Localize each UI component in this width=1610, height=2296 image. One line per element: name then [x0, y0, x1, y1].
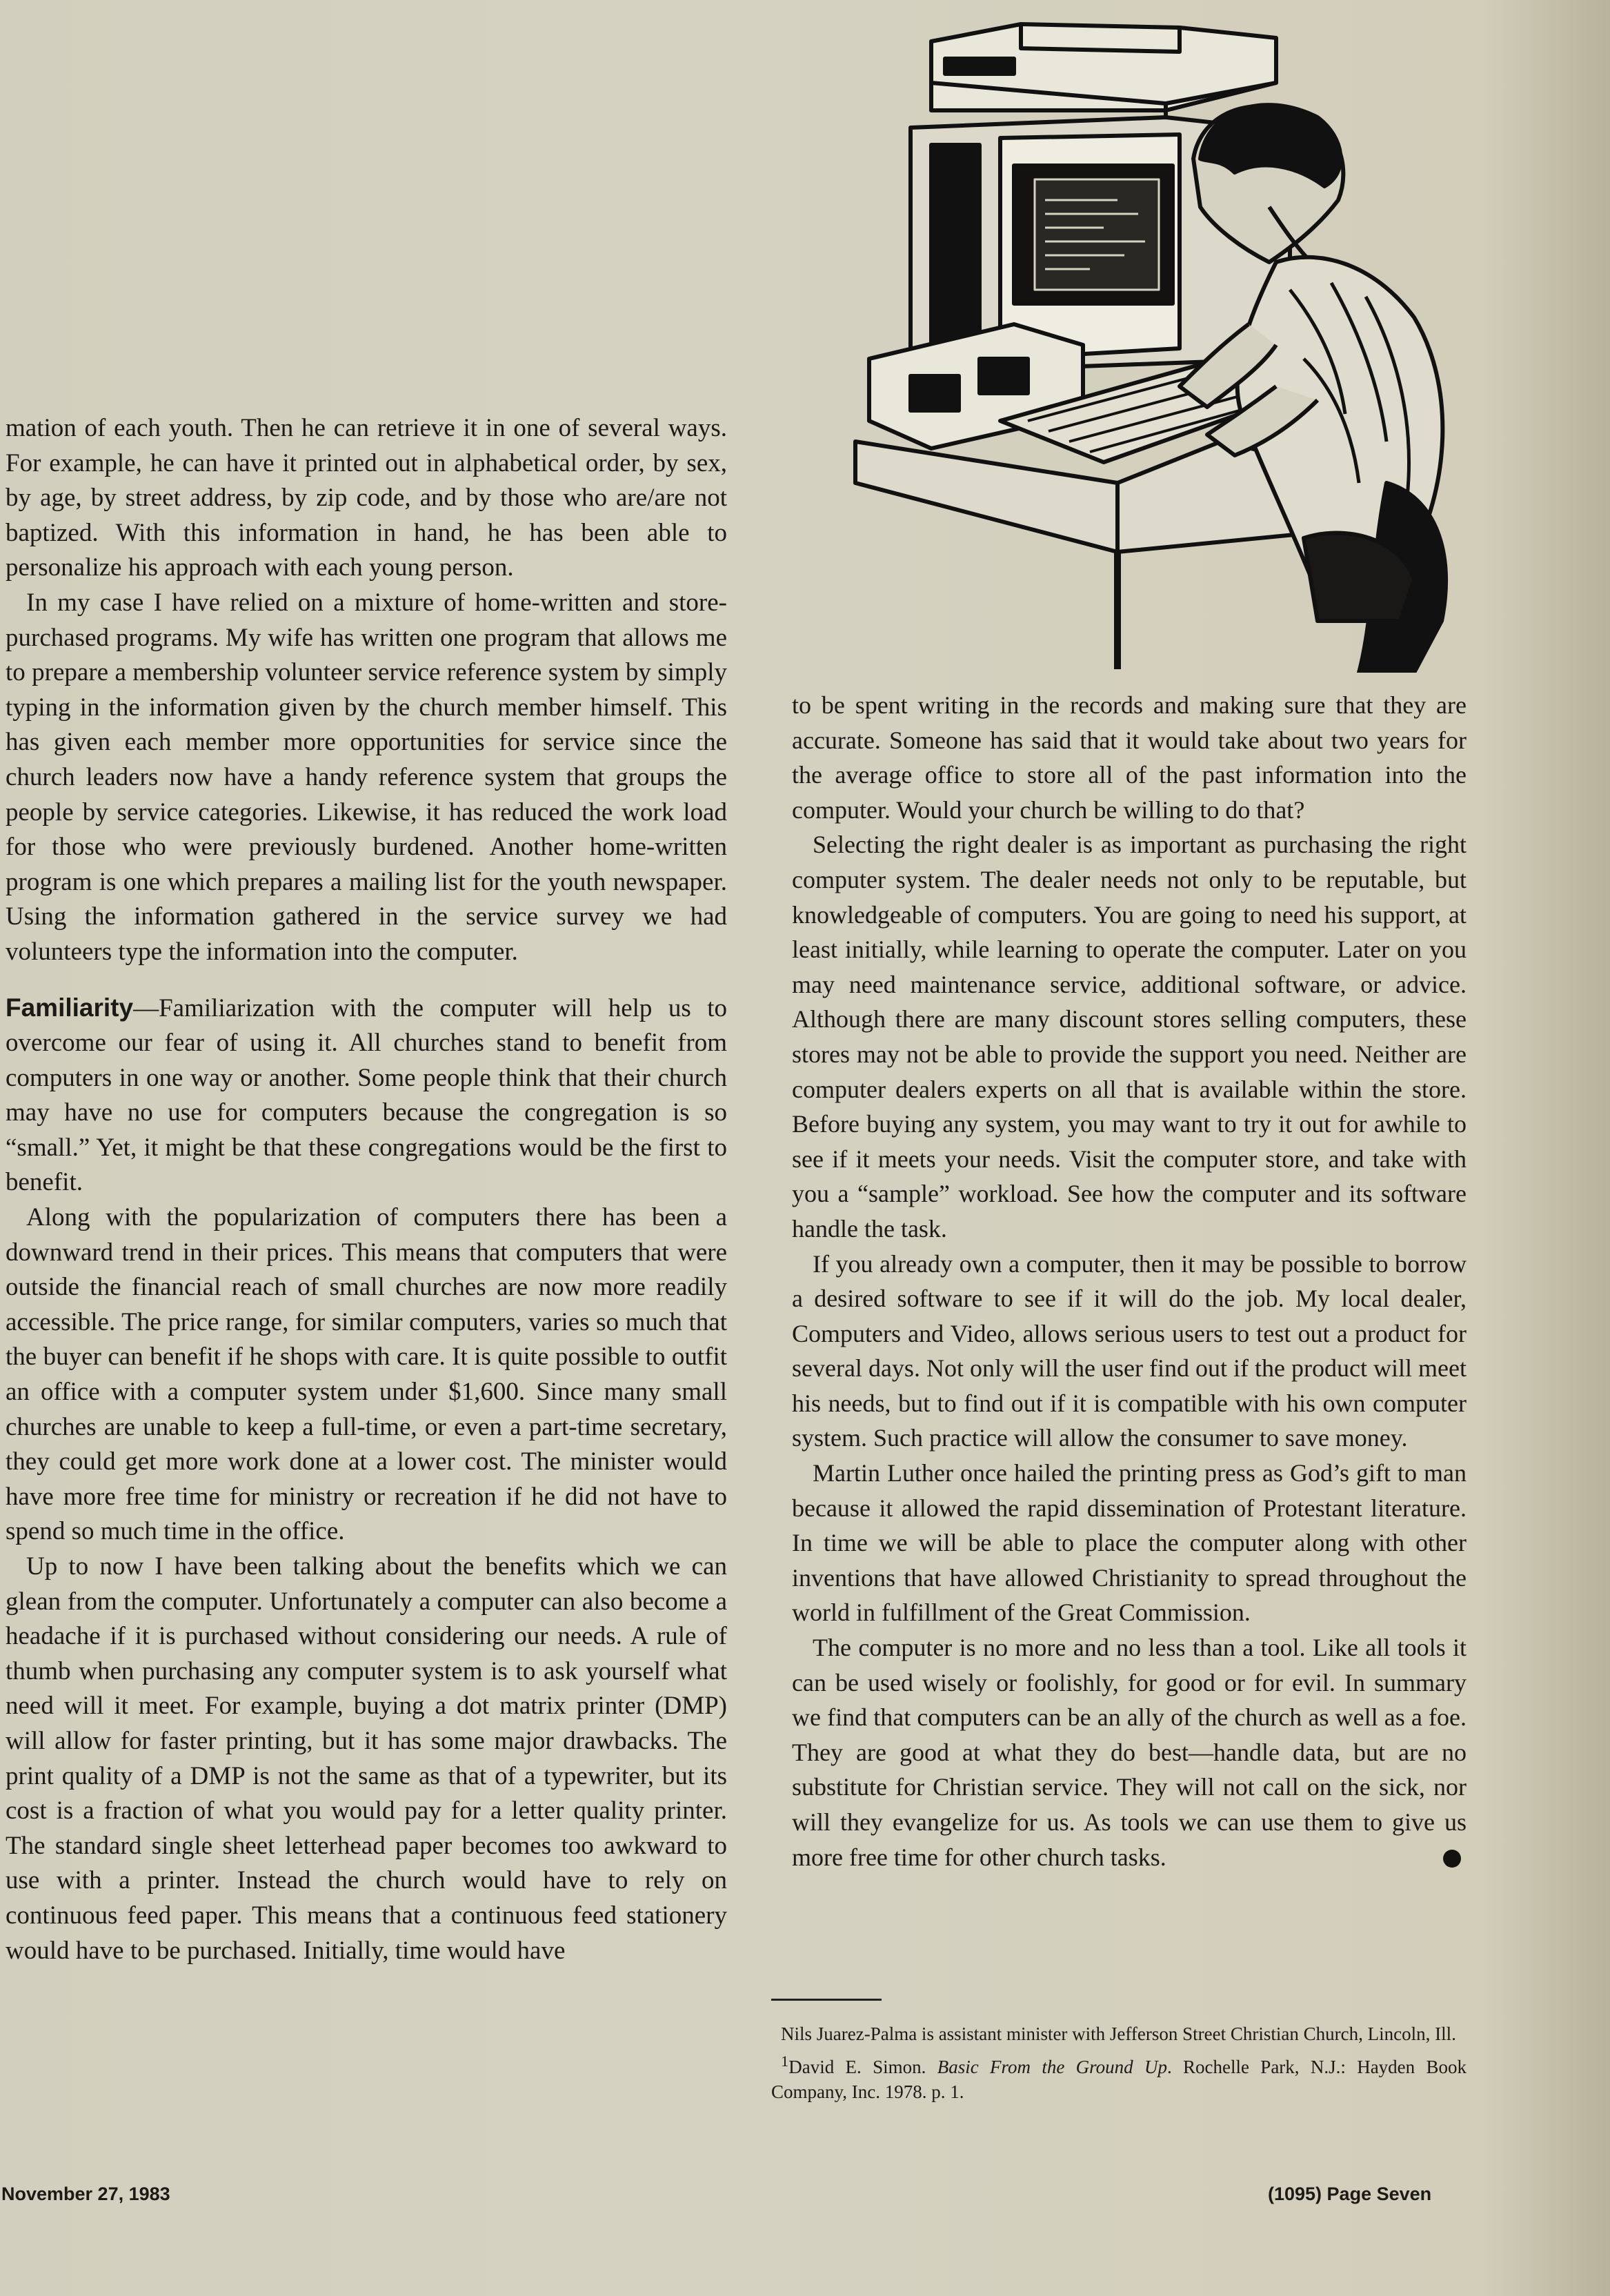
page-number: (1095) Page Seven — [1268, 2184, 1432, 2204]
footnote-rule — [771, 1999, 882, 2001]
paragraph: Along with the popularization of computers there has been a downward trend in their prices. This means that computers that were outside the financial reach of small churches are now more readily accessible. The price range, for similar computers, varies so much that the buyer can benefit if he shops with care. It is quite possible to outfit an office with a computer system under $1,600. Since many small churches are unable to keep a full-time, or even a part-time secretary, they could get more work done at a lower cost. The minister would have more free time for ministry or recreation if he did not have to spend so much time in the office. — [6, 1203, 727, 1546]
paragraph: Selecting the right dealer is as important as purchasing the right computer system. The dealer needs not only to be reputable, but knowledgeable of computers. You are going to need his support, at least initially, while learning to operate the computer. Later on you may need maintenance service, additional software, or advice. Although there are many discount stores selling computers, these stores may not be able to provide the support you need. Neither are computer dealers experts on all that is available within the store. Before buying any system, you may want to try it out for awhile to see if it meets your needs. Visit the computer store, and take with you a “sample” workload. See how the computer and its software handle the task. — [792, 831, 1467, 1243]
paragraph-text: —Familiarization with the computer will help us to overcome our fear of using it. All churches stand to benefit from computers in one way or another. Some people think that their church may have no use for computers because the congregation is so “small.” Yet, it might be that these congregations would be the first to benefit. — [6, 993, 727, 1197]
right-column — [792, 688, 1467, 1874]
paragraph: to be spent writing in the records and making sure that they are accurate. Someone has said that it would take about two years for the average office to store all of the past information into the computer. Would your church be willing to do that? — [792, 691, 1467, 824]
reference-author: David E. Simon. — [788, 2057, 937, 2077]
footnotes — [771, 2021, 1467, 2107]
paragraph: mation of each youth. Then he can retrieve it in one of several ways. For example, he can have it printed out in alphabetical order, by sex, by age, by street address, by zip code, and by those who are/are not baptized. With this information in hand, he has been able to personalize his approach with each young person. — [6, 414, 727, 582]
reference-title: Basic From the Ground Up — [937, 2057, 1167, 2077]
end-mark-icon — [1443, 1850, 1461, 1868]
reference-marker: 1 — [781, 2052, 789, 2070]
paragraph: Martin Luther once hailed the printing press as God’s gift to man because it allowed the rapid dissemination of Protestant literature. In time we will be able to place the computer along with other inventions that have allowed Christianity to spread throughout the world in fulfillment of the Great Commission. — [792, 1459, 1467, 1627]
paragraph — [792, 1630, 1467, 1874]
issue-date: November 27, 1983 — [1, 2184, 170, 2204]
section-runin-heading: Familiarity — [6, 993, 134, 1022]
author-bio: Nils Juarez-Palma is assistant minister with Jefferson Street Christian Church, Lincoln, Ill. — [781, 2023, 1456, 2044]
paragraph-text: The computer is no more and no less than a tool. Like all tools it can be used wisely or foolishly, for good or for evil. In summary we find that computers can be an ally of the church as well as a foe. They are good at what they do best—handle data, but are no substitute for Christian service. They will not call on the sick, nor will they evangelize for us. As tools we can use them to give us more free time for other church tasks. — [792, 1634, 1467, 1871]
left-column — [6, 411, 727, 1968]
reference-details: . Rochelle Park, N.J.: Hayden Book Company, Inc. 1978. p. 1. — [771, 2057, 1467, 2102]
reference-note — [771, 2049, 1467, 2104]
person-at-computer-illustration — [793, 0, 1469, 673]
paragraph: In my case I have relied on a mixture of home-written and store-purchased programs. My wife has written one program that allows me to prepare a membership volunteer service reference system by simply typing in the information given by the church member himself. This has given each member more opportunities for service since the church leaders now have a handy reference system that groups the people by service categories. Likewise, it has reduced the work load for those who were previously burdened. Another home-written program is one which prepares a mailing list for the youth newspaper. Using the information gathered in the service survey we had volunteers type the information into the computer. — [6, 588, 727, 966]
paragraph: If you already own a computer, then it may be possible to borrow a desired software to see if it will do the job. My local dealer, Computers and Video, allows serious users to test out a product for several days. Not only will the user find out if the product will meet his needs, but to find out if it is compatible with his own computer system. Such practice will allow the consumer to save money. — [792, 1249, 1467, 1452]
paragraph — [6, 991, 727, 1201]
paragraph: Up to now I have been talking about the benefits which we can glean from the computer. Unfortunately a computer can also become a headache if it is purchased without considering our needs. A rule of thumb when purchasing any computer system is to ask yourself what need will it meet. For example, buying a dot matrix printer (DMP) will allow for faster printing, but it has some major drawbacks. The print quality of a DMP is not the same as that of a typewriter, but its cost is a fraction of what you would pay for a letter quality printer. The standard single sheet letterhead paper becomes too awkward to use with a printer. Instead the church would have to rely on continuous feed paper. This means that a continuous feed stationery would have to be purchased. Initially, time would have — [6, 1552, 727, 1965]
